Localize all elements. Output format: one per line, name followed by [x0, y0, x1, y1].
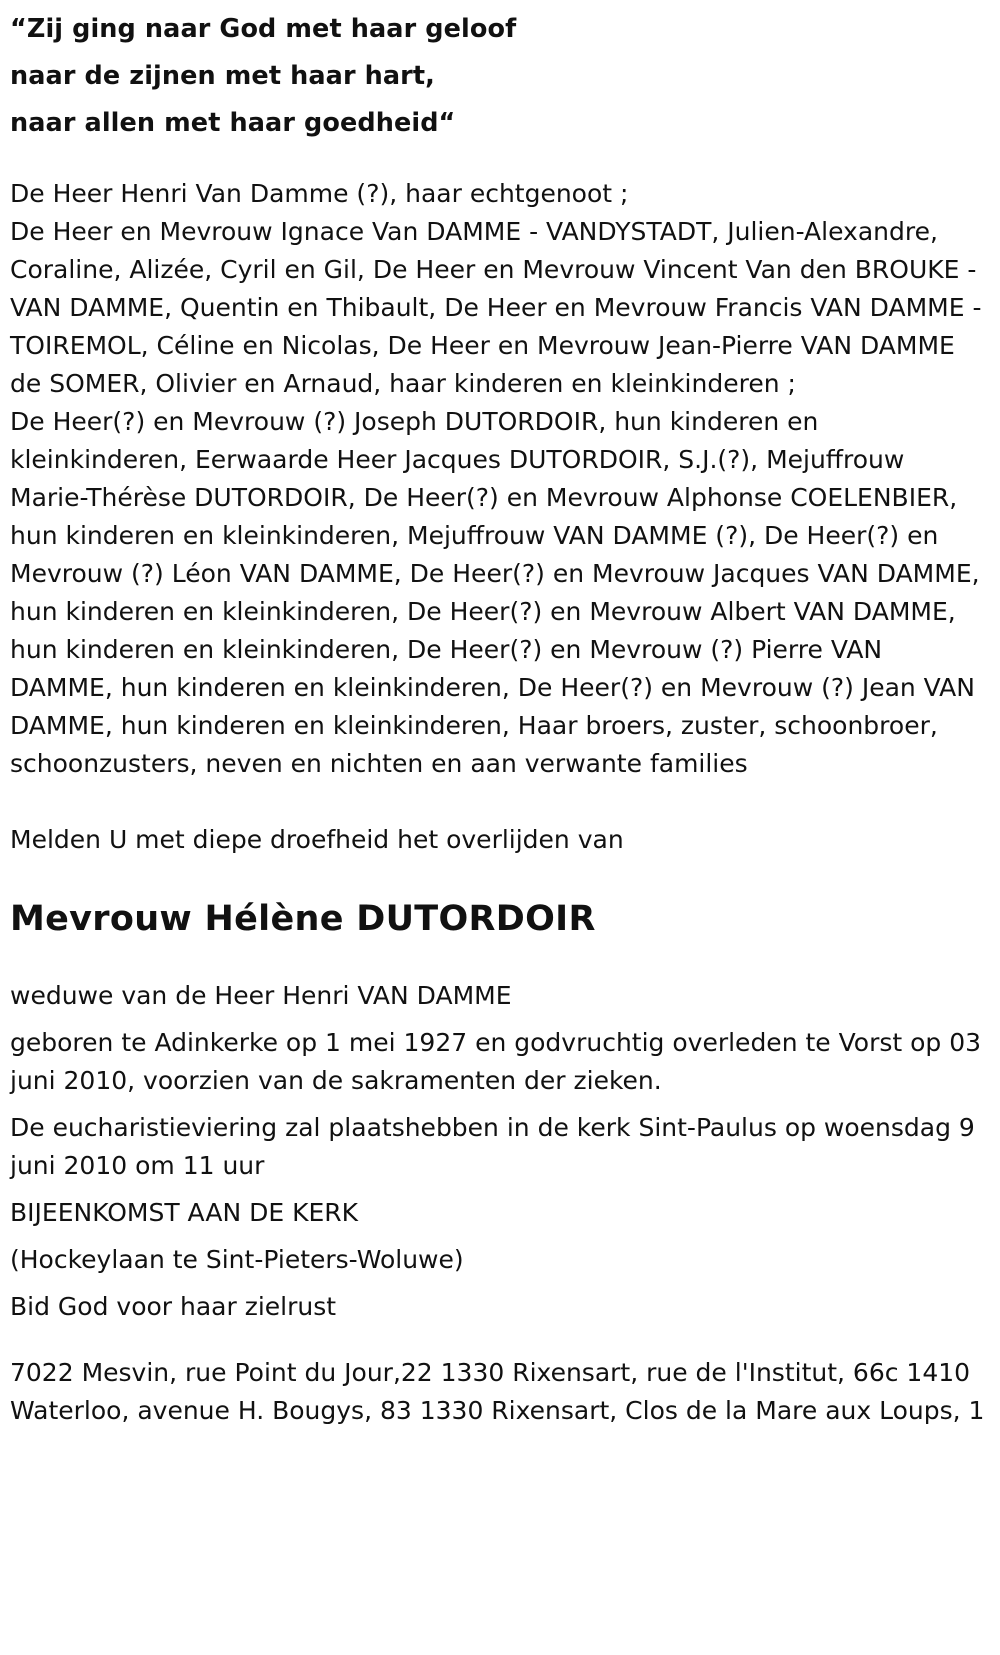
location-text: (Hockeylaan te Sint-Pieters-Woluwe) [10, 1245, 464, 1274]
opening-quote [10, 0, 990, 147]
gathering-text: BIJEENKOMST AAN DE KERK [10, 1198, 359, 1227]
family-list [10, 175, 990, 783]
born-died-text: geboren te Adinkerke op 1 mei 1927 en godvruchtig overleden te Vorst op 03 juni 2010, voorzien van de sakramenten der zieken. [10, 1028, 982, 1095]
quote-line-2: naar de zijnen met haar hart, [10, 61, 435, 91]
quote-line-1: “Zij ging naar God met haar geloof [10, 14, 517, 44]
spouse-entry: De Heer Henri Van Damme (?), haar echtgenoot ; [10, 179, 629, 208]
addresses-text: 7022 Mesvin, rue Point du Jour,22 1330 Rixensart, rue de l'Institut, 66c 1410 Waterloo, avenue H. Bougys, 83 1330 Rixensart, Clos de la Mare aux Loups, 1 [10, 1358, 985, 1425]
deceased-name: Mevrouw Hélène DUTORDOIR [10, 899, 596, 939]
widow-of-text: weduwe van de Heer Henri VAN DAMME [10, 981, 512, 1010]
children-entry: De Heer en Mevrouw Ignace Van DAMME - VANDYSTADT, Julien-Alexandre, Coraline, Alizée, Cyril en Gil, De Heer en Mevrouw Vincent Van den BROUKE - VAN DAMME, Quentin en Thibault, De Heer en Mevrouw Francis VAN DAMME - TOIREMOL, Céline en Nicolas, De Heer en Mevrouw Jean-Pierre VAN DAMME de SOMER, Olivier en Arnaud, haar kinderen en kleinkinderen ; [10, 217, 982, 398]
details-section [10, 977, 990, 1326]
service-text: De eucharistieviering zal plaatshebben in de kerk Sint-Paulus op woensdag 9 juni 2010 om 11 uur [10, 1113, 975, 1180]
prayer-text: Bid God voor haar zielrust [10, 1292, 337, 1321]
relatives-entry: De Heer(?) en Mevrouw (?) Joseph DUTORDOIR, hun kinderen en kleinkinderen, Eerwaarde Heer Jacques DUTORDOIR, S.J.(?), Mejuffrouw Marie-Thérèse DUTORDOIR, De Heer(?) en Mevrouw Alphonse COELENBIER, hun kinderen en kleinkinderen, Mejuffrouw VAN DAMME (?), De Heer(?) en Mevrouw (?) Léon VAN DAMME, De Heer(?) en Mevrouw Jacques VAN DAMME, hun kinderen en kleinkinderen, De Heer(?) en Mevrouw Albert VAN DAMME, hun kinderen en kleinkinderen, De Heer(?) en Mevrouw (?) Pierre VAN DAMME, hun kinderen en kleinkinderen, De Heer(?) en Mevrouw (?) Jean VAN DAMME, hun kinderen en kleinkinderen, Haar broers, zuster, schoonbroer, schoonzusters, neven en nichten en aan verwante families [10, 407, 980, 778]
announcement-text: Melden U met diepe droefheid het overlijden van [10, 825, 624, 854]
quote-line-3: naar allen met haar goedheid“ [10, 108, 456, 138]
